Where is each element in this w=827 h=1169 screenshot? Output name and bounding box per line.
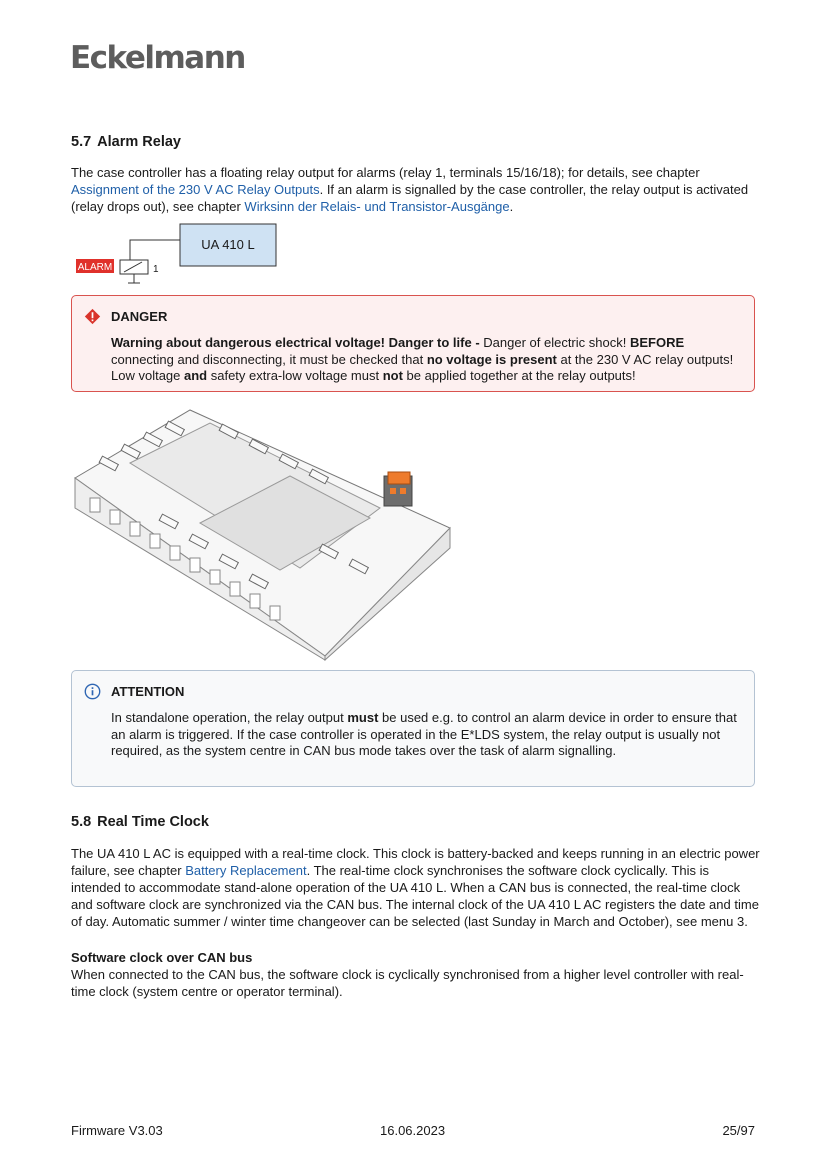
text: must — [347, 710, 379, 725]
attention-notice — [71, 670, 755, 787]
text: no voltage is present — [426, 351, 557, 367]
attention-title: ATTENTION — [111, 684, 185, 699]
section-title: Real Time Clock — [97, 814, 209, 830]
text: In standalone operation, the relay output — [111, 710, 348, 725]
text: connecting and disconnecting, it must be checked that — [111, 351, 427, 367]
text: . — [509, 199, 514, 214]
device-drawing — [70, 398, 460, 663]
wire — [130, 240, 180, 260]
section-title: Alarm Relay — [97, 134, 181, 150]
footer-date: 16.06.2023 — [380, 1123, 446, 1138]
danger-title: DANGER — [111, 309, 168, 324]
section-heading-alarm-relay — [71, 134, 181, 150]
controller-device-illustration — [70, 398, 460, 663]
text: . If an alarm is signalled by the case controller, the relay output is activated (relay drops out), see chapter — [71, 182, 749, 214]
device-label: UA 410 L — [201, 237, 255, 252]
link-battery-replacement[interactable]: Battery Replacement — [185, 863, 307, 878]
text: The case controller has a floating relay output for alarms (relay 1, terminals 15/16/18); for details, see chapter — [71, 165, 700, 180]
link-wirksinn[interactable]: Wirksinn der Relais- und Transistor-Ausgänge — [244, 199, 510, 214]
footer-firmware: Firmware V3.03 — [71, 1123, 163, 1138]
software-clock-paragraph: When connected to the CAN bus, the software clock is cyclically synchronised from a higher level controller with real-time clock (system centre or operator terminal). — [71, 967, 744, 999]
subheading-software-clock: Software clock over CAN bus — [71, 950, 253, 965]
company-logo: Eckelmann — [70, 40, 245, 76]
section-number: 5.7 — [71, 134, 92, 150]
link-relay-outputs[interactable]: Assignment of the 230 V AC Relay Outputs — [71, 182, 320, 197]
relay-terminal-highlight — [384, 472, 412, 506]
text: be used e.g. to control an alarm device in order to ensure that an alarm is triggered. If the case controller is operated in the E*LDS system, the relay output is usually not required, as the system centre in CAN bus mode takes over the task of alarm signalling. — [111, 710, 737, 758]
text: Warning about dangerous electrical voltage! — [111, 335, 386, 350]
relay-schematic — [70, 222, 290, 288]
attention-text — [111, 710, 741, 760]
text: Danger of electric shock! — [479, 335, 630, 350]
text: BEFORE — [629, 335, 685, 350]
text: and — [184, 368, 208, 383]
text: not — [382, 368, 403, 383]
danger-text — [111, 335, 741, 385]
section-number: 5.8 — [71, 814, 92, 830]
footer-page-number: 25/97 — [722, 1123, 755, 1138]
text: at the 230 V AC relay outputs! Low voltage — [111, 351, 734, 383]
section-heading-real-time-clock — [71, 814, 209, 830]
text: . The real-time clock synchronises the software clock cyclically. This is intended to accommodate stand-alone operation of the UA 410 L. When a CAN bus is connected, the real-time clock and software clock are synchronized via the CAN bus. The internal clock of the UA 410 L AC registers the date and time of day. Automatic summer / winter time changeover can be selected (last Sunday in March and October), see menu 3. — [71, 863, 759, 929]
danger-icon — [84, 308, 101, 328]
real-time-clock-paragraph — [71, 845, 761, 930]
alarm-relay-paragraph — [71, 164, 761, 215]
alarm-label: ALARM — [77, 262, 113, 273]
text: be applied together at the relay outputs! — [402, 368, 636, 383]
text: Danger to life - — [388, 335, 480, 350]
info-icon — [84, 683, 101, 703]
text: The UA 410 L AC is equipped with a real-time clock. This clock is battery-backed and keeps running in an electric power failure, see chapter — [71, 846, 760, 878]
danger-notice — [71, 295, 755, 392]
alarm-relay-diagram — [70, 222, 290, 288]
relay-number: 1 — [153, 264, 159, 275]
text: safety extra-low voltage must — [207, 368, 383, 383]
